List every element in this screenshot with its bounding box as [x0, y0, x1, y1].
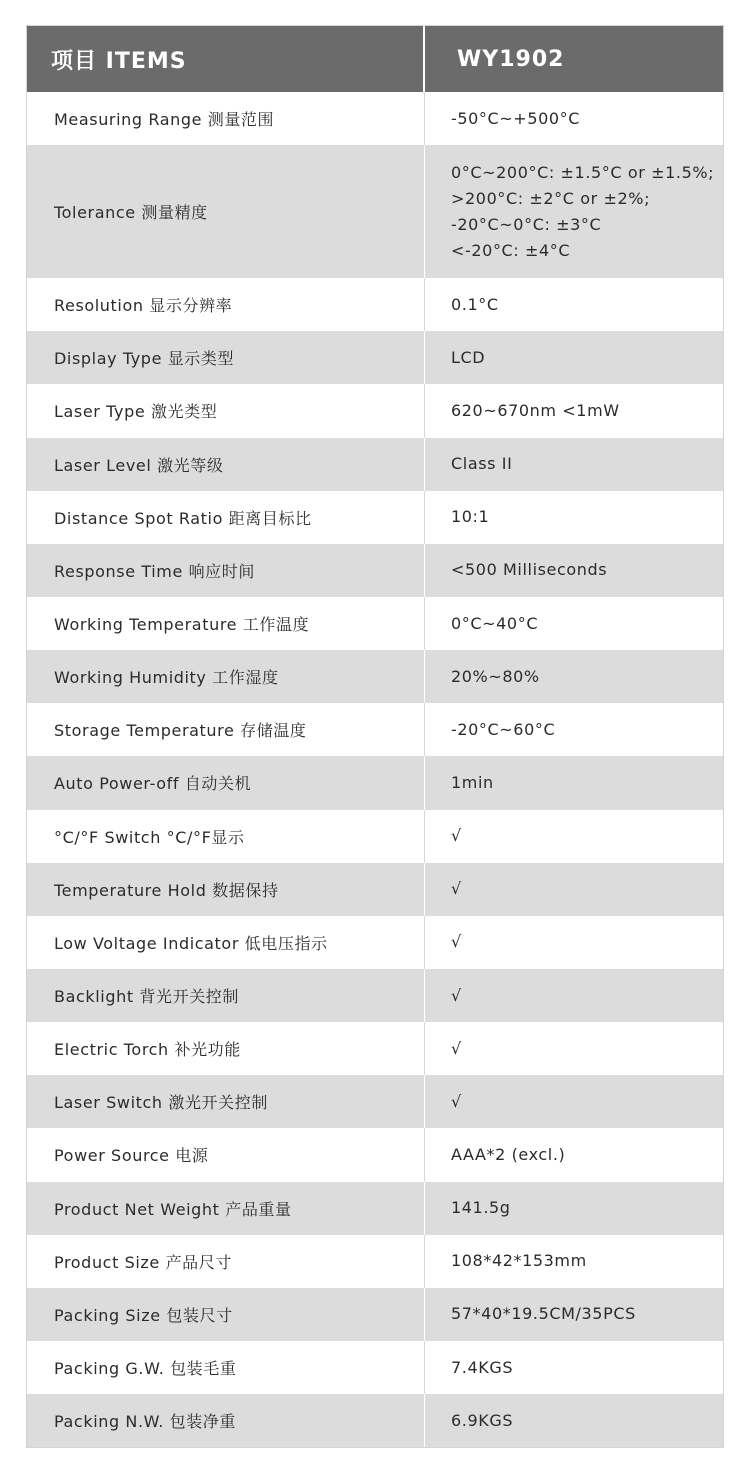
table-row [27, 810, 723, 863]
spec-value-line: 108*42*153mm [451, 1251, 587, 1271]
spec-table [26, 25, 724, 1448]
spec-item-label: Response Time 响应时间 [27, 544, 425, 597]
spec-item-label: Packing N.W. 包装净重 [27, 1394, 425, 1447]
table-row [27, 703, 723, 756]
spec-value-line: 10:1 [451, 507, 490, 527]
spec-item-label: Low Voltage Indicator 低电压指示 [27, 916, 425, 969]
spec-item-label: Temperature Hold 数据保持 [27, 863, 425, 916]
table-row [27, 1128, 723, 1181]
spec-value [425, 1075, 723, 1128]
spec-value-line: <-20°C: ±4°C [451, 240, 571, 260]
spec-item-label: Packing G.W. 包装毛重 [27, 1341, 425, 1394]
spec-value-line: 141.5g [451, 1198, 511, 1218]
spec-value-line: >200°C: ±2°C or ±2%; [451, 188, 651, 208]
spec-value [425, 544, 723, 597]
spec-value-line: 0°C~40°C [451, 613, 539, 633]
spec-item-label: Packing Size 包装尺寸 [27, 1288, 425, 1341]
table-row [27, 1341, 723, 1394]
table-row [27, 916, 723, 969]
table-row [27, 1075, 723, 1128]
table-row [27, 544, 723, 597]
spec-value [425, 92, 723, 145]
spec-value-line: √ [451, 1091, 462, 1111]
table-row [27, 331, 723, 384]
spec-item-label: Working Temperature 工作温度 [27, 597, 425, 650]
spec-item-label: Electric Torch 补光功能 [27, 1022, 425, 1075]
spec-value-line: 57*40*19.5CM/35PCS [451, 1304, 636, 1324]
spec-value-line: LCD [451, 347, 486, 367]
table-row [27, 1022, 723, 1075]
spec-value-line: -50°C~+500°C [451, 108, 581, 128]
spec-value-line: 7.4KGS [451, 1357, 514, 1377]
spec-value [425, 278, 723, 331]
spec-item-label: Auto Power-off 自动关机 [27, 756, 425, 809]
spec-value [425, 756, 723, 809]
spec-value [425, 384, 723, 437]
spec-value-line: -20°C~0°C: ±3°C [451, 214, 602, 234]
spec-value [425, 1022, 723, 1075]
spec-value-line: √ [451, 879, 462, 899]
table-body [27, 92, 723, 1447]
table-row [27, 145, 723, 278]
table-row [27, 1288, 723, 1341]
spec-item-label: Laser Switch 激光开关控制 [27, 1075, 425, 1128]
items-column-header: 项目 ITEMS [27, 26, 425, 92]
spec-item-label: Power Source 电源 [27, 1128, 425, 1181]
spec-value [425, 969, 723, 1022]
table-row [27, 278, 723, 331]
spec-item-label: Laser Type 激光类型 [27, 384, 425, 437]
table-row [27, 1394, 723, 1447]
table-row [27, 597, 723, 650]
spec-value-line: √ [451, 826, 462, 846]
spec-item-label: °C/°F Switch °C/°F显示 [27, 810, 425, 863]
spec-value [425, 863, 723, 916]
spec-value [425, 703, 723, 756]
spec-value [425, 1182, 723, 1235]
spec-value-line: Class II [451, 454, 513, 474]
spec-value-line: √ [451, 932, 462, 952]
spec-value-line: 20%~80% [451, 666, 540, 686]
spec-item-label: Working Humidity 工作湿度 [27, 650, 425, 703]
spec-value-line: √ [451, 1038, 462, 1058]
table-row [27, 1235, 723, 1288]
spec-value [425, 1341, 723, 1394]
spec-value [425, 438, 723, 491]
spec-item-label: Laser Level 激光等级 [27, 438, 425, 491]
spec-value [425, 916, 723, 969]
table-row [27, 1182, 723, 1235]
spec-value [425, 1235, 723, 1288]
spec-value-line: 620~670nm <1mW [451, 400, 620, 420]
table-row [27, 491, 723, 544]
spec-value [425, 1394, 723, 1447]
spec-item-label: Distance Spot Ratio 距离目标比 [27, 491, 425, 544]
table-row [27, 969, 723, 1022]
spec-item-label: Tolerance 测量精度 [27, 145, 425, 278]
spec-value [425, 491, 723, 544]
spec-value [425, 650, 723, 703]
spec-value-line: 6.9KGS [451, 1410, 514, 1430]
table-row [27, 438, 723, 491]
spec-item-label: Product Size 产品尺寸 [27, 1235, 425, 1288]
table-row [27, 863, 723, 916]
spec-value-line: AAA*2 (excl.) [451, 1144, 566, 1164]
spec-value [425, 1128, 723, 1181]
spec-value [425, 331, 723, 384]
table-row [27, 92, 723, 145]
spec-item-label: Product Net Weight 产品重量 [27, 1182, 425, 1235]
spec-value-line: 1min [451, 772, 494, 792]
spec-item-label: Resolution 显示分辨率 [27, 278, 425, 331]
table-row [27, 384, 723, 437]
table-header [27, 26, 723, 92]
spec-value-line: -20°C~60°C [451, 719, 556, 739]
spec-value-line: 0.1°C [451, 294, 499, 314]
model-column-header: WY1902 [457, 46, 565, 72]
spec-item-label: Display Type 显示类型 [27, 331, 425, 384]
spec-value-line: √ [451, 985, 462, 1005]
spec-value [425, 597, 723, 650]
spec-value-line: 0°C~200°C: ±1.5°C or ±1.5%; [451, 162, 715, 182]
spec-value [425, 810, 723, 863]
table-row [27, 756, 723, 809]
spec-value-line: <500 Milliseconds [451, 560, 608, 580]
spec-item-label: Backlight 背光开关控制 [27, 969, 425, 1022]
spec-item-label: Storage Temperature 存储温度 [27, 703, 425, 756]
spec-value [425, 145, 723, 278]
spec-item-label: Measuring Range 测量范围 [27, 92, 425, 145]
spec-value [425, 1288, 723, 1341]
table-row [27, 650, 723, 703]
